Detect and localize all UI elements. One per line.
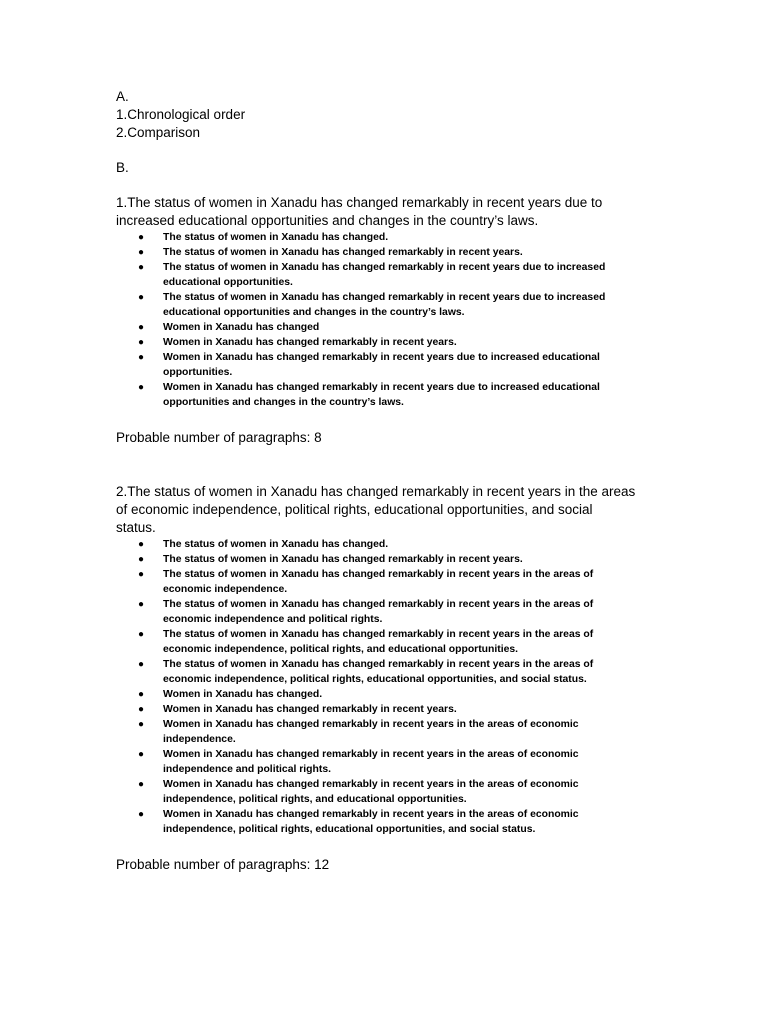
thesis-2-bullet-list	[116, 537, 636, 837]
bullet-dot-icon: ●	[138, 262, 145, 273]
section-a-label: A.	[116, 89, 129, 104]
bullet-dot-icon: ●	[138, 232, 145, 243]
bullet-dot-icon: ●	[138, 779, 145, 790]
thesis-1-bullet-list	[116, 230, 636, 410]
bullet-dot-icon: ●	[138, 704, 145, 715]
spacer	[116, 837, 636, 856]
spacer	[116, 410, 636, 429]
bullet-dot-icon: ●	[138, 247, 145, 258]
bullet-dot-icon: ●	[138, 382, 145, 393]
list-item: ● Women in Xanadu has changed remarkably in recent years in the areas of economic independence, political rights, and educational opportunities.	[138, 779, 579, 805]
thesis-2-statement: 2.The status of women in Xanadu has changed remarkably in recent years in the areas of economic independence, political rights, educational opportunities, and social status.	[116, 484, 636, 535]
bullet-dot-icon: ●	[138, 629, 145, 640]
list-item: ● Women in Xanadu has changed remarkably in recent years.	[138, 704, 457, 715]
bullet-dot-icon: ●	[138, 569, 145, 580]
section-a-item-2: 2.Comparison	[116, 125, 201, 140]
thesis-1-statement: 1.The status of women in Xanadu has changed remarkably in recent years due to increased educational opportunities and changes in the country’s laws.	[116, 195, 603, 228]
thesis-1-probable-count: Probable number of paragraphs: 8	[116, 430, 322, 445]
bullet-dot-icon: ●	[138, 539, 145, 550]
list-item: ● The status of women in Xanadu has changed remarkably in recent years in the areas of economic independence, political rights, educational opportunities, and social status.	[138, 659, 594, 685]
section-b-label: B.	[116, 160, 129, 175]
list-item: ● Women in Xanadu has changed	[138, 322, 320, 333]
list-item: ● The status of women in Xanadu has changed remarkably in recent years.	[138, 554, 523, 565]
bullet-dot-icon: ●	[138, 352, 145, 363]
list-item: ● Women in Xanadu has changed remarkably in recent years in the areas of economic independence, political rights, educational opportunities, and social status.	[138, 809, 579, 835]
bullet-dot-icon: ●	[138, 659, 145, 670]
list-item: ● Women in Xanadu has changed.	[138, 689, 323, 700]
bullet-dot-icon: ●	[138, 809, 145, 820]
bullet-dot-icon: ●	[138, 292, 145, 303]
list-item: ● The status of women in Xanadu has changed remarkably in recent years in the areas of economic independence.	[138, 569, 594, 595]
document-page	[116, 88, 636, 874]
bullet-dot-icon: ●	[138, 749, 145, 760]
list-item: ● The status of women in Xanadu has changed remarkably in recent years due to increased educational opportunities.	[138, 262, 606, 288]
section-a-item-1: 1.Chronological order	[116, 107, 246, 122]
list-item: ● Women in Xanadu has changed remarkably in recent years in the areas of economic independence.	[138, 719, 579, 745]
thesis-2-probable-count: Probable number of paragraphs: 12	[116, 857, 330, 872]
blank-line	[116, 177, 636, 194]
list-item: ● Women in Xanadu has changed remarkably in recent years due to increased educational opportunities and changes in the country’s laws.	[138, 382, 600, 408]
bullet-dot-icon: ●	[138, 719, 145, 730]
list-item: ● The status of women in Xanadu has changed remarkably in recent years.	[138, 247, 523, 258]
bullet-dot-icon: ●	[138, 554, 145, 565]
bullet-dot-icon: ●	[138, 322, 145, 333]
list-item: ● The status of women in Xanadu has changed remarkably in recent years in the areas of economic independence and political rights.	[138, 599, 594, 625]
blank-line	[116, 142, 636, 159]
list-item: ● Women in Xanadu has changed remarkably in recent years due to increased educational opportunities.	[138, 352, 600, 378]
bullet-dot-icon: ●	[138, 689, 145, 700]
list-item: ● The status of women in Xanadu has changed remarkably in recent years in the areas of economic independence, political rights, and educational opportunities.	[138, 629, 594, 655]
list-item: ● The status of women in Xanadu has changed.	[138, 539, 389, 550]
list-item: ● The status of women in Xanadu has changed.	[138, 232, 389, 243]
list-item: ● The status of women in Xanadu has changed remarkably in recent years due to increased educational opportunities and changes in the country’s laws.	[138, 292, 606, 318]
list-item: ● Women in Xanadu has changed remarkably in recent years.	[138, 337, 457, 348]
bullet-dot-icon: ●	[138, 599, 145, 610]
spacer	[116, 447, 636, 483]
list-item: ● Women in Xanadu has changed remarkably in recent years in the areas of economic independence and political rights.	[138, 749, 579, 775]
bullet-dot-icon: ●	[138, 337, 145, 348]
